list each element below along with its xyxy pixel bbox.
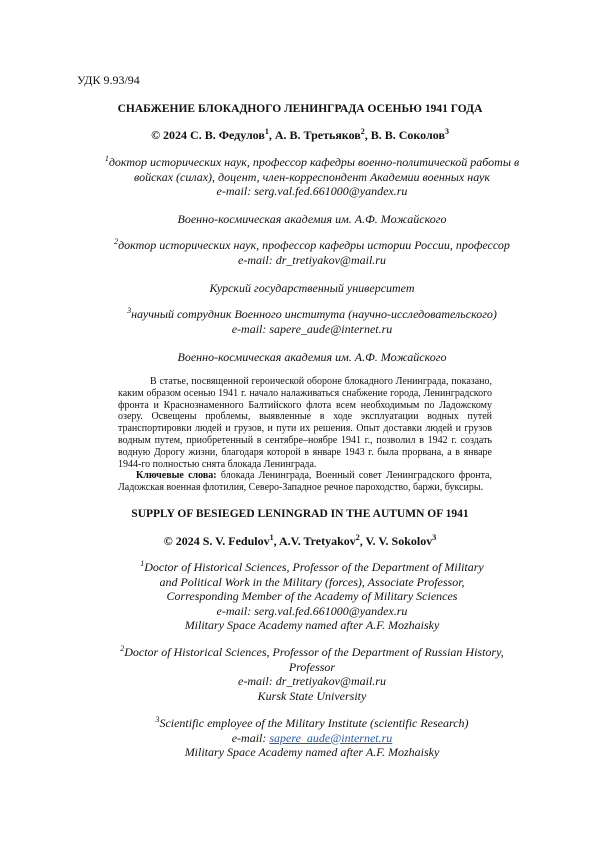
author-3: , В. В. Соколов [365, 128, 445, 142]
author-2: , А. В. Третьяков [269, 128, 361, 142]
en-author-1: © 2024 S. V. Fedulov [164, 534, 270, 548]
ru-affiliation-1 [98, 155, 526, 199]
en-author-3-sup: 3 [432, 533, 436, 542]
aff-1-sup: 1 [105, 154, 109, 163]
keywords [118, 470, 492, 494]
paper-page [0, 0, 600, 849]
ru-affiliation-2 [98, 238, 526, 267]
en-aff-3-line-1: Scientific employee of the Military Institute (scientific Research) [159, 716, 468, 730]
en-aff-2-line-2: Professor [98, 660, 526, 675]
keywords-label: Ключевые слова: [136, 470, 217, 481]
english-title: SUPPLY OF BESIEGED LENINGRAD IN THE AUTUMN OF 1941 [0, 508, 600, 520]
en-aff-2-sup: 2 [120, 644, 124, 653]
en-aff-1-email: e-mail: serg.val.fed.661000@yandex.ru [98, 604, 526, 619]
en-author-2-sup: 2 [356, 533, 360, 542]
en-affiliation-3 [98, 716, 526, 760]
ru-aff-1-line-1: доктор исторических наук, профессор кафедры военно-политической работы в [109, 155, 519, 169]
en-affiliation-2 [98, 645, 526, 703]
en-aff-1-org: Military Space Academy named after A.F. Mozhaisky [98, 618, 526, 633]
en-aff-1-line-3: Corresponding Member of the Academy of Military Sciences [98, 589, 526, 604]
ru-aff-3-line-1: научный сотрудник Военного института (научно-исследовательского) [131, 307, 497, 321]
author-2-sup: 2 [361, 127, 365, 136]
author-1: © 2024 С. В. Федулов [151, 128, 265, 142]
ru-aff-1-email: e-mail: serg.val.fed.661000@yandex.ru [98, 184, 526, 199]
author-3-sup: 3 [445, 127, 449, 136]
email-link[interactable]: sapere_aude@internet.ru [269, 731, 392, 745]
en-aff-1-line-1: Doctor of Historical Sciences, Professor of the Department of Military [144, 560, 484, 574]
russian-authors [0, 128, 600, 143]
ru-aff-1-line-2: войсках (силах), доцент, член-корреспондент Академии военных наук [98, 170, 526, 185]
ru-aff-2-email: e-mail: dr_tretiyakov@mail.ru [98, 253, 526, 268]
ru-organization-1: Военно-космическая академия им. А.Ф. Можайского [98, 212, 526, 227]
ru-organization-2: Курский государственный университет [98, 281, 526, 296]
abstract [118, 376, 492, 470]
abstract-text: В статье, посвященной героической обороне блокадного Ленинграда, показано, каким образом осенью 1941 г. начало налаживаться снабжение города, Ленинградского фронта и Краснознаменного Балтийского флота всем необходимым по Ладожскому озеру. Освещены проблемы, выявленные в ходе эксплуатации водных путей транспортировки людей и грузов, и пути их решения. Опыт доставки людей и грузов водным путем, приобретенный в сентябре–ноябре 1941 г., позволил в 1942 г. создать водную Дорогу жизни, благодаря которой в январе 1943 г. была прорвана, а в январе 1944-го полностью снята блокада Ленинграда. [118, 376, 492, 470]
ru-organization-3: Военно-космическая академия им. А.Ф. Можайского [98, 350, 526, 365]
en-author-1-sup: 1 [270, 533, 274, 542]
author-1-sup: 1 [265, 127, 269, 136]
en-author-3: , V. V. Sokolov [360, 534, 433, 548]
en-aff-1-sup: 1 [140, 559, 144, 568]
en-aff-1-line-2: and Political Work in the Military (forces), Associate Professor, [98, 575, 526, 590]
ru-aff-3-email: e-mail: sapere_aude@internet.ru [98, 322, 526, 337]
ru-aff-2-line-1: доктор исторических наук, профессор кафедры истории России, профессор [118, 238, 510, 252]
en-aff-2-email: e-mail: dr_tretiyakov@mail.ru [98, 674, 526, 689]
en-aff-3-org: Military Space Academy named after A.F. Mozhaisky [98, 745, 526, 760]
en-aff-2-line-1: Doctor of Historical Sciences, Professor of the Department of Russian History, [124, 645, 504, 659]
en-author-2: , A.V. Tretyakov [274, 534, 356, 548]
en-affiliation-1 [98, 560, 526, 633]
en-aff-2-org: Kursk State University [98, 689, 526, 704]
russian-title: СНАБЖЕНИЕ БЛОКАДНОГО ЛЕНИНГРАДА ОСЕНЬЮ 1941 ГОДА [0, 103, 600, 115]
en-aff-3-email-label: e-mail: [232, 731, 270, 745]
en-aff-3-sup: 3 [155, 715, 159, 724]
ru-affiliation-3 [98, 307, 526, 336]
udk-code: УДК 9.93/94 [77, 73, 140, 88]
aff-3-sup: 3 [127, 306, 131, 315]
english-authors [0, 534, 600, 549]
keywords-text: блокада Ленинграда, Военный совет Ленинградского фронта, Ладожская военная флотилия, Северо-Западное речное пароходство, баржи, буксиры. [118, 470, 492, 493]
aff-2-sup: 2 [114, 237, 118, 246]
